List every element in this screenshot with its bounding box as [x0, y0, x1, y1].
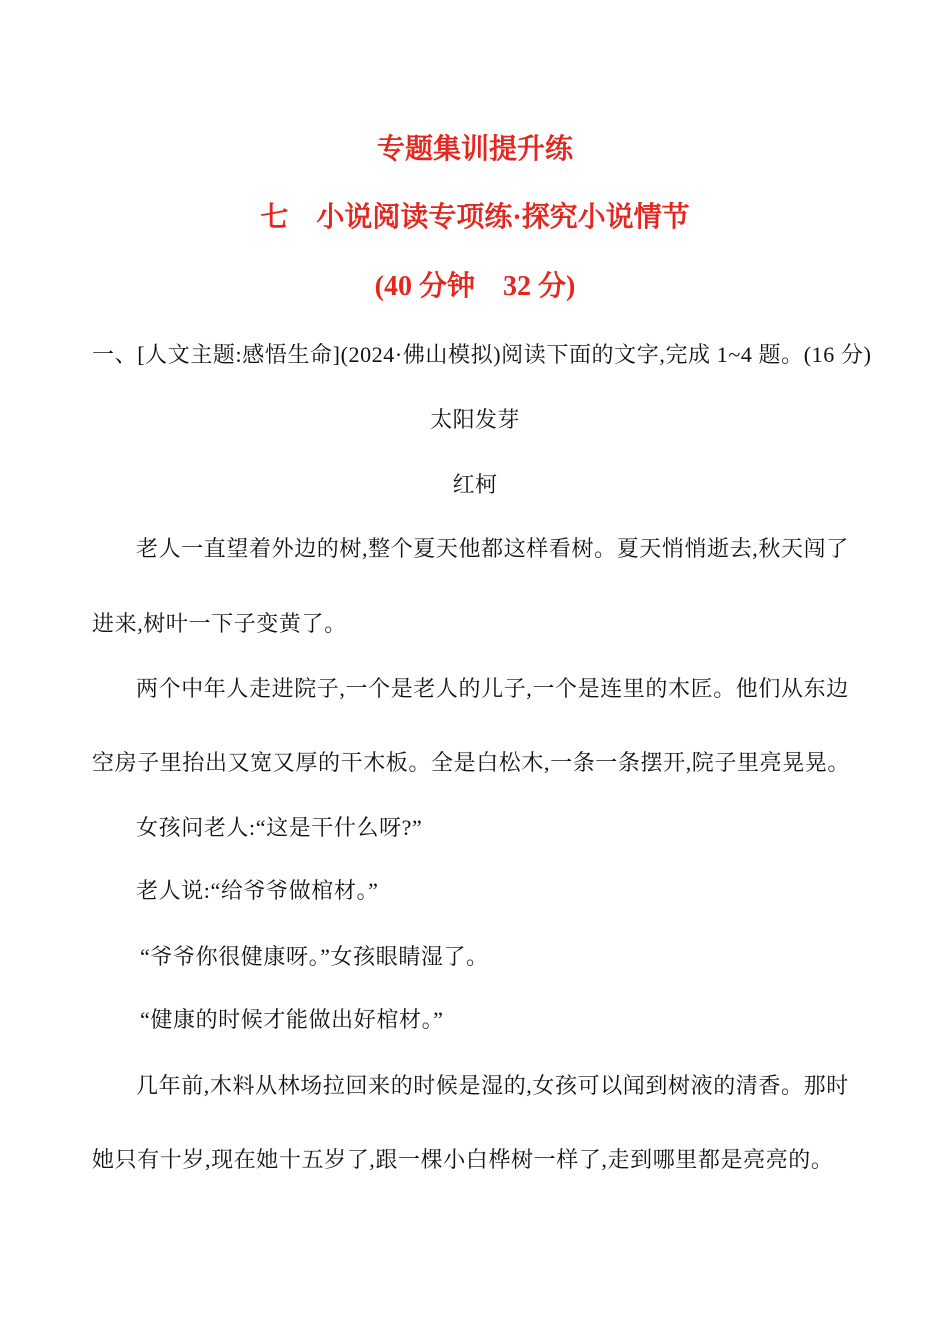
- paragraph-line: 女孩问老人:“这是干什么呀?”: [136, 815, 423, 840]
- passage-author: 红柯: [452, 472, 498, 497]
- question-intro: 一、[人文主题:感悟生命](2024·佛山模拟)阅读下面的文字,完成 1~4 题。(16 分): [92, 342, 872, 367]
- paragraph-line: 两个中年人走进院子,一个是老人的儿子,一个是连里的木匠。他们从东边: [136, 676, 849, 701]
- paragraph-line: 空房子里抬出又宽又厚的干木板。全是白松木,一条一条摆开,院子里亮晃晃。: [92, 750, 851, 775]
- paragraph-line: 进来,树叶一下子变黄了。: [92, 611, 347, 636]
- unit-title: 七 小说阅读专项练·探究小说情节: [260, 202, 690, 233]
- series-title: 专题集训提升练: [376, 134, 573, 165]
- paragraph-line: 老人说:“给爷爷做棺材。”: [136, 878, 379, 903]
- paragraph-line: 她只有十岁,现在她十五岁了,跟一棵小白桦树一样了,走到哪里都是亮亮的。: [92, 1147, 834, 1172]
- paragraph-line: “爷爷你很健康呀。”女孩眼睛湿了。: [140, 944, 489, 969]
- time-score: (40 分钟 32 分): [374, 271, 576, 302]
- paragraph-line: 几年前,木料从林场拉回来的时候是湿的,女孩可以闻到树液的清香。那时: [136, 1073, 849, 1098]
- passage-title: 太阳发芽: [430, 407, 520, 432]
- paragraph-line: “健康的时候才能做出好棺材。”: [140, 1007, 444, 1032]
- paragraph-line: 老人一直望着外边的树,整个夏天他都这样看树。夏天悄悄逝去,秋天闯了: [136, 536, 849, 561]
